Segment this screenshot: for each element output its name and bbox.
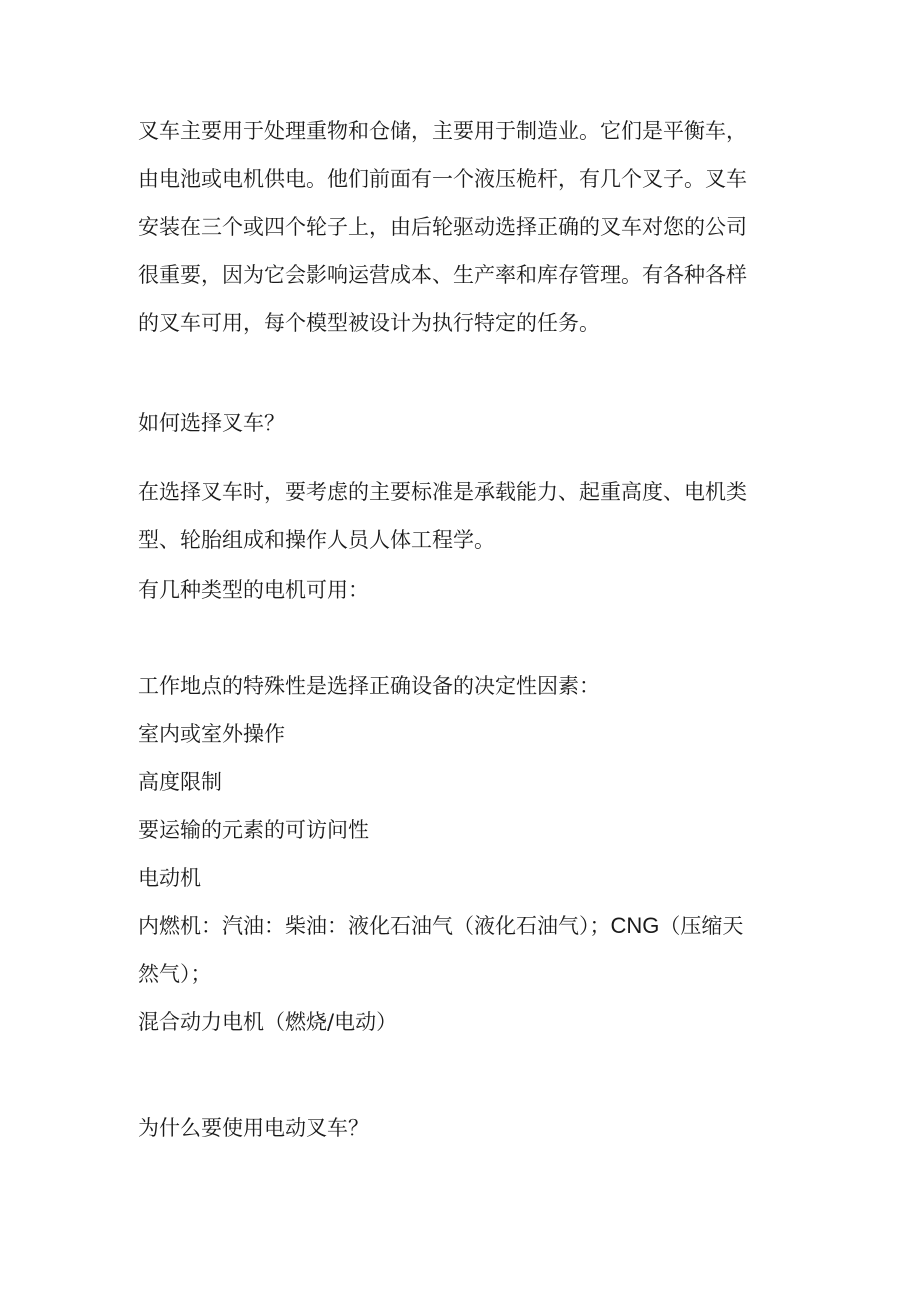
workplace-list [138, 662, 788, 1046]
heading-why-electric [138, 1104, 788, 1152]
list-item: 室内或室外操作 [138, 722, 285, 746]
criteria-line-1: 在选择叉车时，要考虑的主要标准是承载能力、起重高度、电机类 [138, 480, 747, 504]
heading-choose-text: 如何选择叉车？ [138, 411, 285, 435]
intro-line-5: 的叉车可用，每个模型被设计为执行特定的任务。 [138, 311, 600, 335]
intro-paragraph [138, 107, 788, 347]
combustion-line-1 [138, 902, 788, 950]
intro-line-2: 由电池或电机供电。他们前面有一个液压桅杆，有几个叉子。叉车 [138, 167, 747, 191]
intro-line-1: 叉车主要用于处理重物和仓储，主要用于制造业。它们是平衡车， [138, 119, 747, 143]
hybrid-motor-line: 混合动力电机（燃烧/电动） [138, 1010, 398, 1034]
heading-electric-text: 为什么要使用电动叉车？ [138, 1116, 369, 1140]
combustion-suffix: （压缩天 [659, 914, 744, 938]
workplace-intro-text: 工作地点的特殊性是选择正确设备的决定性因素： [138, 674, 600, 698]
intro-line-4: 很重要，因为它会影响运营成本、生产率和库存管理。有各种各样 [138, 263, 747, 287]
list-item: 要运输的元素的可访问性 [138, 818, 369, 842]
list-item: 电动机 [138, 866, 201, 890]
motor-types-intro [138, 566, 788, 614]
list-item: 高度限制 [138, 770, 222, 794]
criteria-paragraph [138, 468, 788, 564]
motor-types-text: 有几种类型的电机可用： [138, 578, 369, 602]
criteria-line-2: 型、轮胎组成和操作人员人体工程学。 [138, 528, 495, 552]
heading-choose-forklift [138, 399, 788, 447]
combustion-prefix: 内燃机：汽油：柴油：液化石油气（液化石油气）； [138, 914, 611, 938]
combustion-line-2: 然气）； [138, 962, 212, 986]
intro-line-3: 安装在三个或四个轮子上，由后轮驱动选择正确的叉车对您的公司 [138, 215, 747, 239]
cng-term: CNG [610, 913, 660, 938]
